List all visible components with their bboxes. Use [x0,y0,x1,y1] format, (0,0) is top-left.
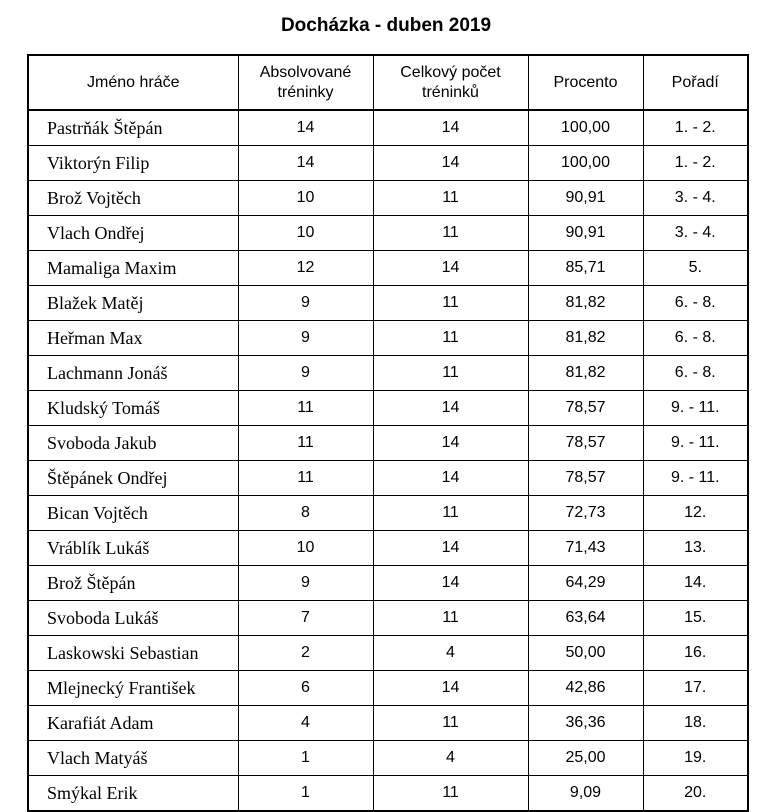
header-rank: Pořadí [643,55,748,110]
cell-percent: 100,00 [528,146,643,181]
cell-player-name: Smýkal Erik [28,776,238,812]
table-row [28,601,748,636]
cell-percent: 36,36 [528,706,643,741]
table-row [28,741,748,776]
cell-total-trainings: 14 [373,461,528,496]
table-row [28,566,748,601]
table-row [28,531,748,566]
table-row [28,146,748,181]
cell-percent: 72,73 [528,496,643,531]
cell-completed-trainings: 14 [238,146,373,181]
cell-total-trainings: 11 [373,321,528,356]
table-row [28,776,748,812]
cell-total-trainings: 4 [373,741,528,776]
cell-player-name: Laskowski Sebastian [28,636,238,671]
page-title: Docházka - duben 2019 [280,15,492,36]
cell-total-trainings: 11 [373,776,528,812]
header-player-name: Jméno hráče [28,55,238,110]
cell-rank: 9. - 11. [643,426,748,461]
cell-rank: 3. - 4. [643,181,748,216]
cell-rank: 6. - 8. [643,356,748,391]
table-row [28,706,748,741]
cell-player-name: Vráblík Lukáš [28,531,238,566]
cell-completed-trainings: 8 [238,496,373,531]
cell-percent: 9,09 [528,776,643,812]
cell-percent: 42,86 [528,671,643,706]
cell-percent: 90,91 [528,216,643,251]
cell-completed-trainings: 9 [238,356,373,391]
cell-player-name: Vlach Matyáš [28,741,238,776]
attendance-table [27,54,749,812]
cell-percent: 78,57 [528,461,643,496]
cell-rank: 15. [643,601,748,636]
cell-player-name: Brož Štěpán [28,566,238,601]
cell-rank: 12. [643,496,748,531]
cell-player-name: Mlejnecký František [28,671,238,706]
cell-rank: 1. - 2. [643,110,748,146]
cell-percent: 71,43 [528,531,643,566]
cell-player-name: Blažek Matěj [28,286,238,321]
cell-total-trainings: 11 [373,286,528,321]
cell-completed-trainings: 2 [238,636,373,671]
cell-total-trainings: 14 [373,671,528,706]
cell-percent: 50,00 [528,636,643,671]
cell-total-trainings: 14 [373,566,528,601]
table-row [28,496,748,531]
cell-percent: 90,91 [528,181,643,216]
table-row [28,391,748,426]
cell-total-trainings: 11 [373,181,528,216]
table-row [28,426,748,461]
cell-percent: 63,64 [528,601,643,636]
cell-player-name: Kludský Tomáš [28,391,238,426]
cell-rank: 6. - 8. [643,321,748,356]
cell-player-name: Mamaliga Maxim [28,251,238,286]
header-completed-trainings: Absolvované tréninky [238,55,373,110]
cell-player-name: Viktorýn Filip [28,146,238,181]
table-row [28,181,748,216]
cell-completed-trainings: 9 [238,286,373,321]
cell-rank: 5. [643,251,748,286]
table-row [28,636,748,671]
cell-player-name: Brož Vojtěch [28,181,238,216]
cell-rank: 6. - 8. [643,286,748,321]
cell-percent: 81,82 [528,286,643,321]
cell-player-name: Bican Vojtěch [28,496,238,531]
table-row [28,216,748,251]
cell-player-name: Vlach Ondřej [28,216,238,251]
cell-player-name: Karafiát Adam [28,706,238,741]
cell-player-name: Svoboda Lukáš [28,601,238,636]
cell-rank: 19. [643,741,748,776]
header-total-trainings: Celkový počet tréninků [373,55,528,110]
cell-percent: 78,57 [528,391,643,426]
cell-percent: 78,57 [528,426,643,461]
cell-total-trainings: 11 [373,601,528,636]
cell-total-trainings: 11 [373,496,528,531]
cell-total-trainings: 11 [373,356,528,391]
cell-rank: 14. [643,566,748,601]
cell-completed-trainings: 1 [238,741,373,776]
cell-percent: 64,29 [528,566,643,601]
cell-completed-trainings: 9 [238,566,373,601]
cell-total-trainings: 4 [373,636,528,671]
cell-rank: 16. [643,636,748,671]
cell-rank: 3. - 4. [643,216,748,251]
cell-player-name: Pastrňák Štěpán [28,110,238,146]
table-header-row [28,55,748,110]
cell-percent: 25,00 [528,741,643,776]
cell-total-trainings: 14 [373,391,528,426]
cell-completed-trainings: 6 [238,671,373,706]
cell-completed-trainings: 11 [238,426,373,461]
cell-total-trainings: 14 [373,110,528,146]
cell-rank: 18. [643,706,748,741]
cell-completed-trainings: 11 [238,391,373,426]
cell-completed-trainings: 1 [238,776,373,812]
table-row [28,461,748,496]
cell-completed-trainings: 11 [238,461,373,496]
cell-completed-trainings: 14 [238,110,373,146]
cell-player-name: Svoboda Jakub [28,426,238,461]
header-percent: Procento [528,55,643,110]
table-row [28,356,748,391]
cell-rank: 9. - 11. [643,391,748,426]
cell-rank: 17. [643,671,748,706]
cell-completed-trainings: 10 [238,531,373,566]
cell-percent: 81,82 [528,321,643,356]
cell-rank: 13. [643,531,748,566]
cell-percent: 85,71 [528,251,643,286]
cell-completed-trainings: 12 [238,251,373,286]
table-row [28,251,748,286]
cell-total-trainings: 11 [373,706,528,741]
cell-completed-trainings: 4 [238,706,373,741]
cell-rank: 9. - 11. [643,461,748,496]
cell-total-trainings: 14 [373,531,528,566]
cell-total-trainings: 14 [373,146,528,181]
cell-total-trainings: 14 [373,426,528,461]
table-row [28,286,748,321]
table-row [28,321,748,356]
cell-rank: 1. - 2. [643,146,748,181]
cell-total-trainings: 11 [373,216,528,251]
cell-percent: 100,00 [528,110,643,146]
cell-completed-trainings: 9 [238,321,373,356]
cell-completed-trainings: 7 [238,601,373,636]
table-row [28,110,748,146]
cell-player-name: Štěpánek Ondřej [28,461,238,496]
table-row [28,671,748,706]
cell-player-name: Lachmann Jonáš [28,356,238,391]
cell-percent: 81,82 [528,356,643,391]
cell-rank: 20. [643,776,748,812]
cell-player-name: Heřman Max [28,321,238,356]
cell-completed-trainings: 10 [238,216,373,251]
cell-total-trainings: 14 [373,251,528,286]
cell-completed-trainings: 10 [238,181,373,216]
